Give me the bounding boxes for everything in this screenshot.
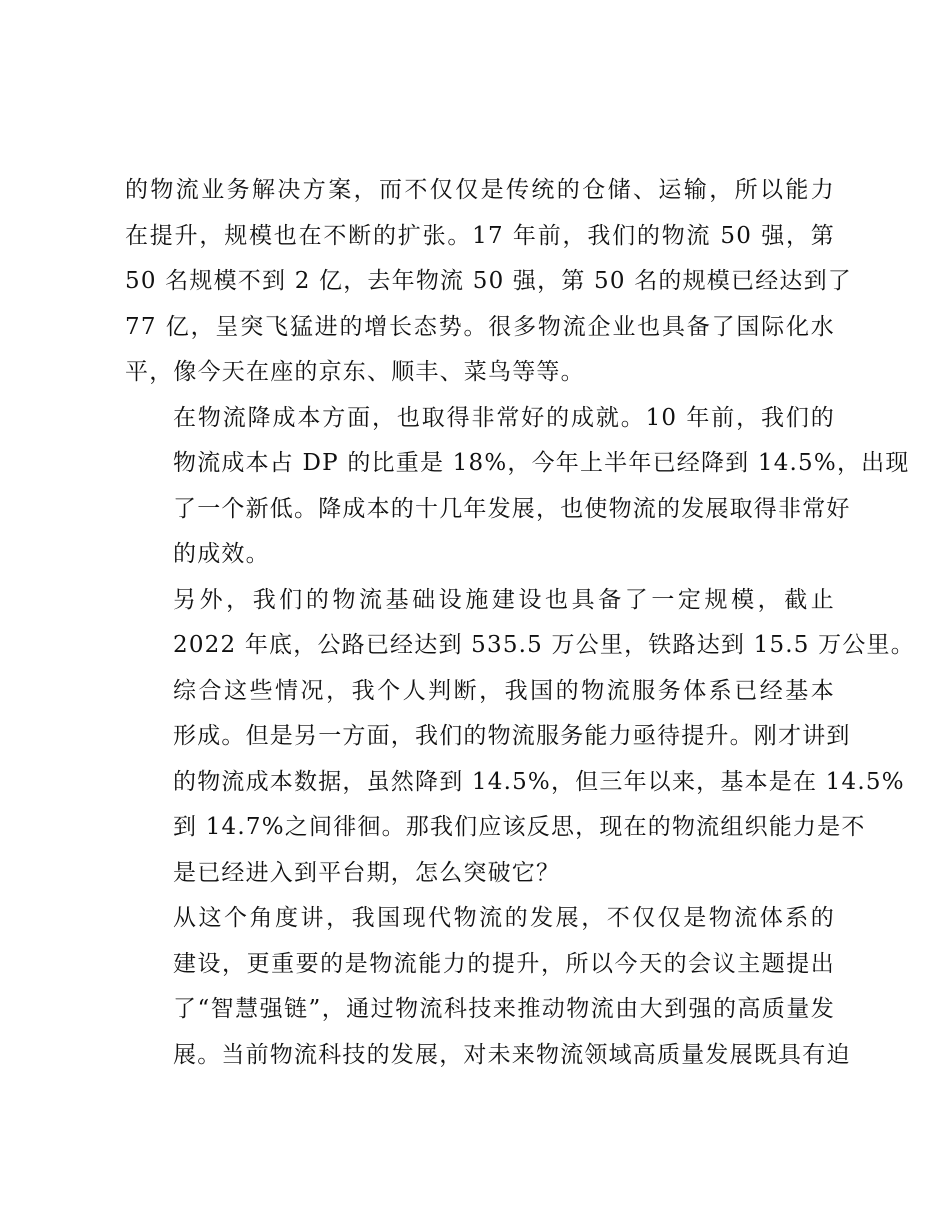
paragraph-1 xyxy=(125,168,853,396)
text-line: 在物流降成本方面，也取得非常好的成就。10 年前，我们的 xyxy=(173,404,835,431)
text-line: 综合这些情况，我个人判断，我国的物流服务体系已经基本 xyxy=(173,677,835,704)
text-line: 了一个新低。降成本的十几年发展，也使物流的发展取得非常好 xyxy=(173,495,851,522)
text-line: 另外，我们的物流基础设施建设也具备了一定规模，截止 xyxy=(173,586,835,613)
document-body xyxy=(125,168,915,1078)
paragraph-3 xyxy=(125,578,915,669)
text-line: 平，像今天在座的京东、顺丰、菜鸟等等。 xyxy=(125,359,585,385)
text-line: 2022 年底，公路已经达到 535.5 万公里，铁路达到 15.5 万公里。 xyxy=(173,632,915,658)
text-line: 展。当前物流科技的发展，对未来物流领域高质量发展既具有迫 xyxy=(173,1041,851,1068)
text-line: 的成效。 xyxy=(173,541,270,567)
text-line: 在提升，规模也在不断的扩张。17 年前，我们的物流 50 强，第 xyxy=(125,222,835,249)
text-line: 是已经进入到平台期，怎么突破它？ xyxy=(173,859,561,886)
paragraph-5 xyxy=(125,896,851,1078)
text-line: 的物流成本数据，虽然降到 14.5%，但三年以来，基本是在 14.5% xyxy=(173,768,905,795)
text-line: 从这个角度讲，我国现代物流的发展，不仅仅是物流体系的 xyxy=(173,905,835,931)
paragraph-4 xyxy=(125,669,905,897)
text-line: 建设，更重要的是物流能力的提升，所以今天的会议主题提出 xyxy=(173,950,835,977)
text-line: 物流成本占 DP 的比重是 18%，今年上半年已经降到 14.5%，出现 xyxy=(173,450,910,476)
paragraph-2 xyxy=(125,396,910,578)
text-line: 77 亿，呈突飞猛进的增长态势。很多物流企业也具备了国际化水 xyxy=(125,313,835,340)
text-line: 到 14.7%之间徘徊。那我们应该反思，现在的物流组织能力是不 xyxy=(173,814,866,840)
text-line: 了“智慧强链”，通过物流科技来推动物流由大到强的高质量发 xyxy=(173,996,835,1022)
text-line: 的物流业务解决方案，而不仅仅是传统的仓储、运输，所以能力 xyxy=(125,177,835,203)
text-line: 50 名规模不到 2 亿，去年物流 50 强，第 50 名的规模已经达到了 xyxy=(125,268,853,294)
text-line: 形成。但是另一方面，我们的物流服务能力亟待提升。刚才讲到 xyxy=(173,723,851,749)
